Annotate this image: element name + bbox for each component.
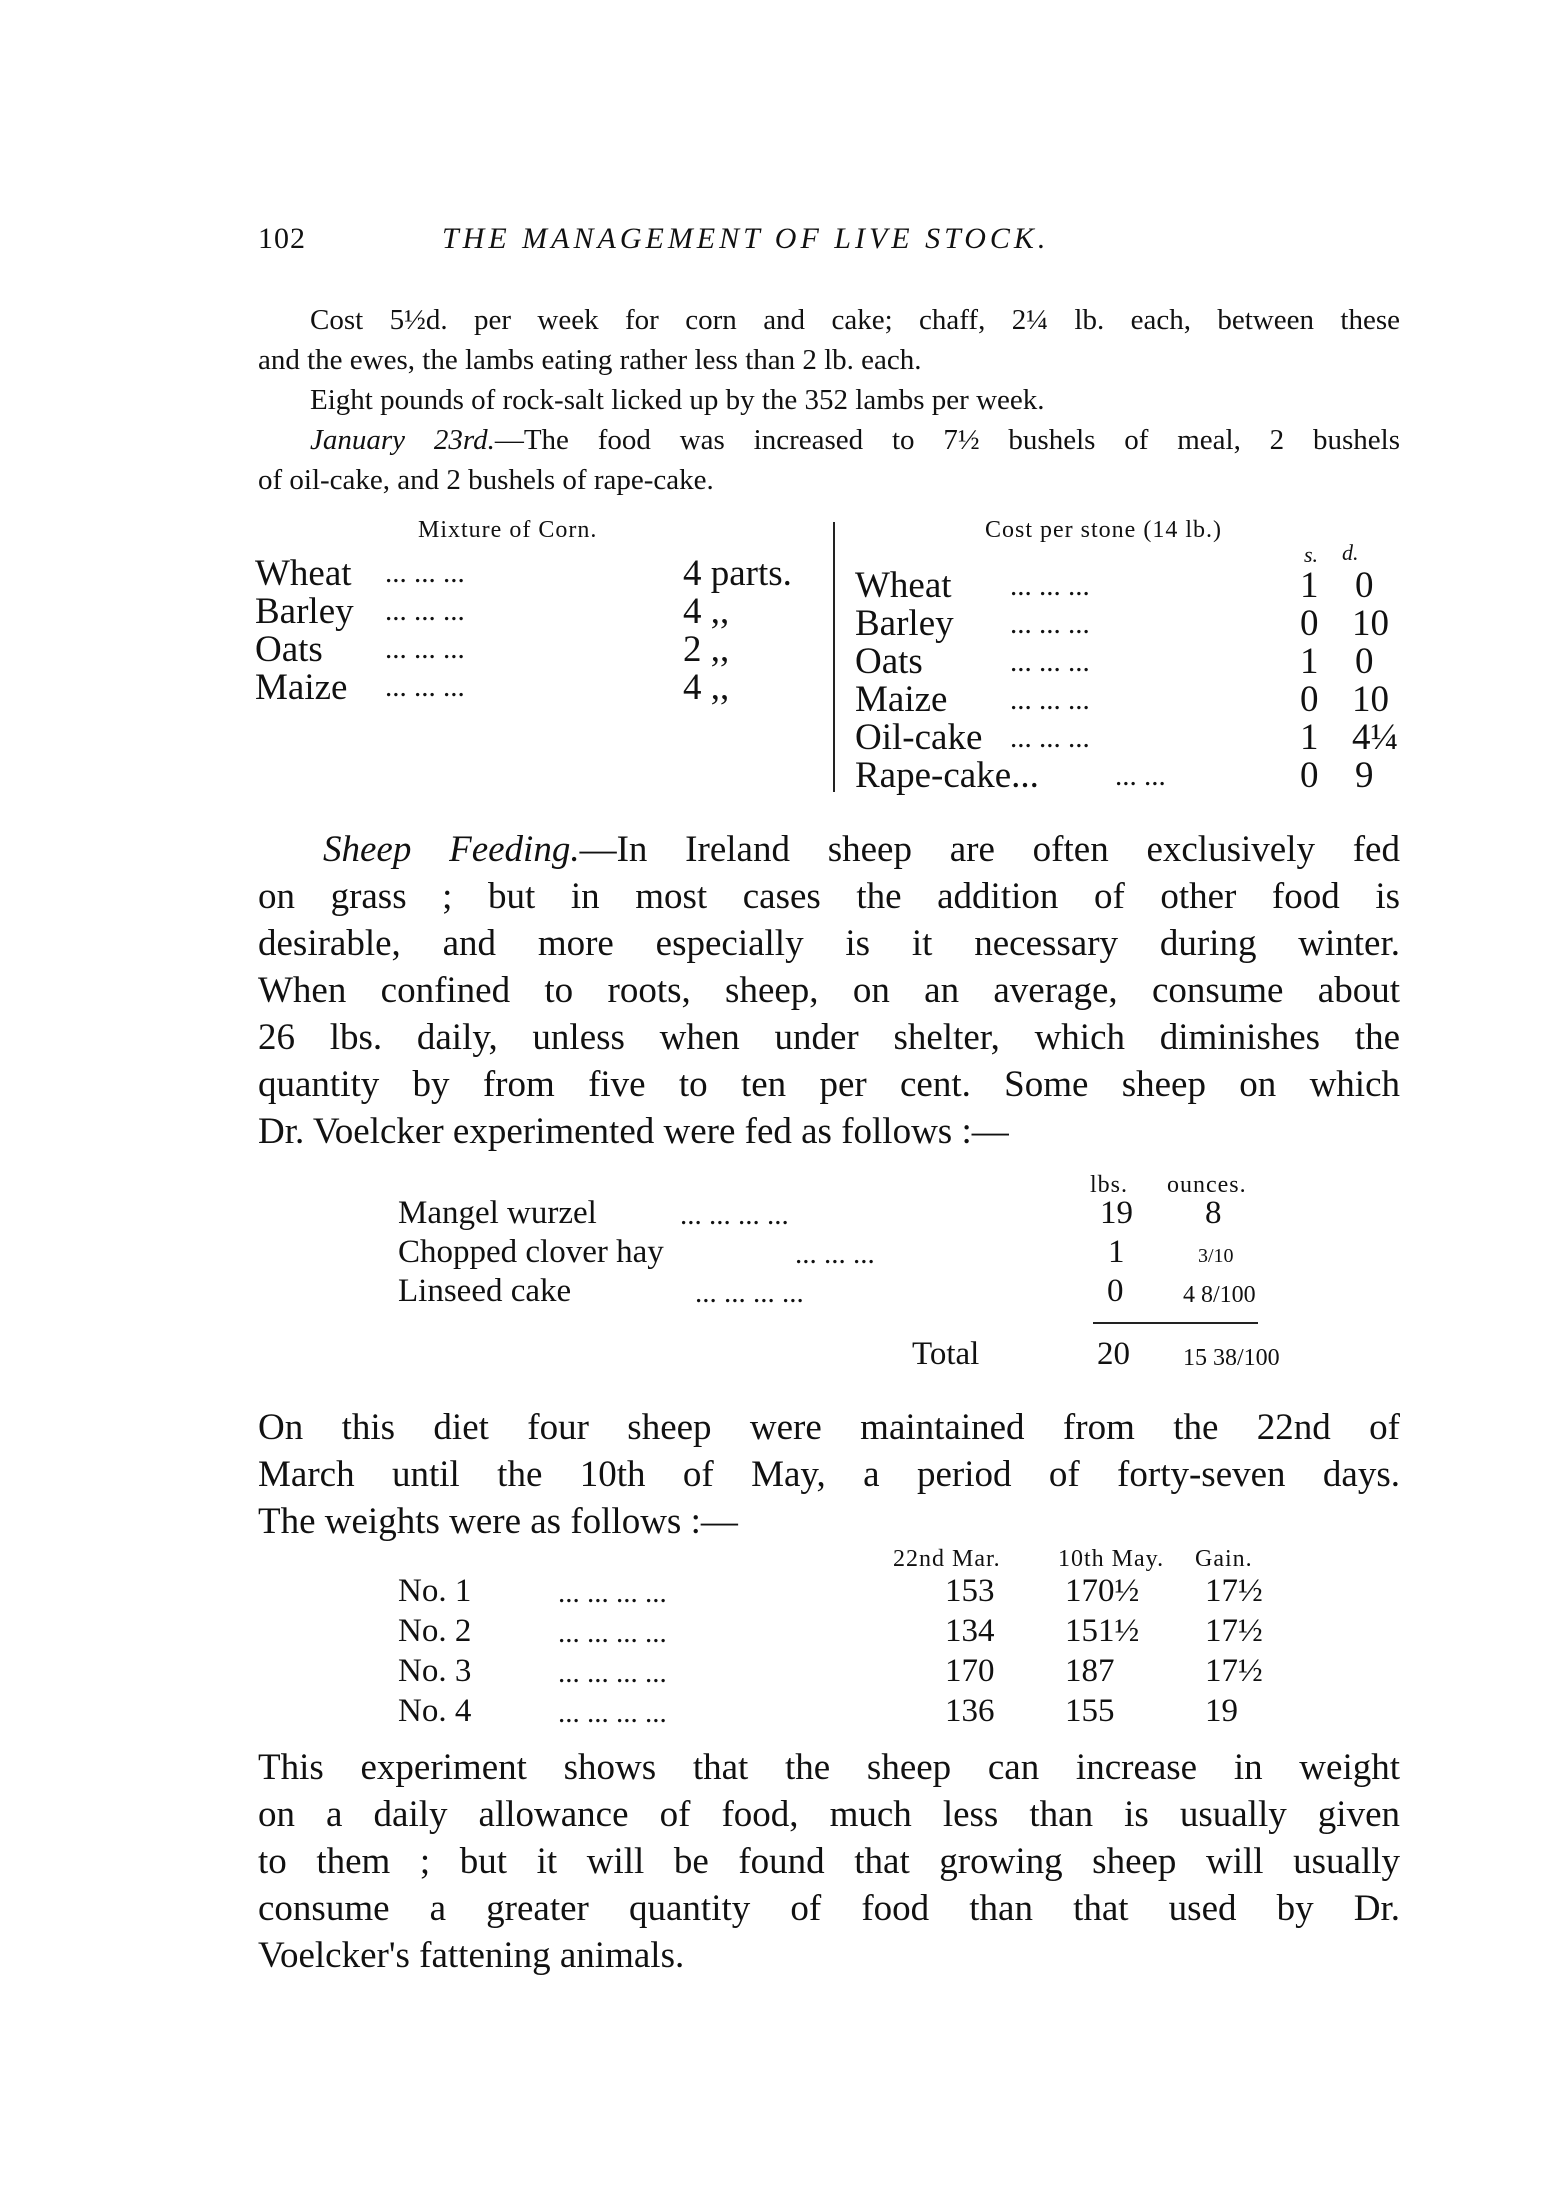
cost-item: Oil-cake [855,717,983,758]
weights-gain: 17½ [1205,1653,1263,1689]
cost-item: Barley [855,603,954,644]
weights-mar: 170 [945,1653,995,1689]
cost-dots: ... ... ... [1010,722,1090,754]
intro-paragraph [258,300,1400,500]
diet-para-line: On this diet four sheep were maintained from the 22nd of [258,1407,1400,1448]
table-divider [833,522,835,792]
cost-d: 10 [1352,603,1389,644]
weights-item: No. 3 [398,1653,472,1689]
sheep-feeding-line: Dr. Voelcker experimented were fed as follows :— [258,1111,1009,1152]
mixture-dots: ... ... ... [385,595,465,627]
diet-lbs: 19 [1100,1195,1133,1231]
cost-dots: ... ... [1115,760,1166,792]
cost-item: Wheat [855,565,952,606]
diet-col-ounces: ounces. [1167,1172,1247,1198]
cost-d: 9 [1355,755,1374,796]
diet-col-lbs: lbs. [1090,1172,1129,1198]
weights-may: 151½ [1065,1613,1140,1649]
mixture-value: 2 ,, [683,629,730,670]
mixture-item: Barley [255,591,354,632]
intro-line: Cost 5½d. per week for corn and cake; chaff, 2¼ lb. each, between these [310,304,1400,336]
diet-paragraph [258,1404,1400,1545]
running-title: THE MANAGEMENT OF LIVE STOCK. [442,222,1050,255]
cost-d: 0 [1355,565,1374,606]
mixture-value: 4 ,, [683,591,730,632]
mixture-item: Maize [255,667,348,708]
cost-item: Maize [855,679,948,720]
sheep-feeding-text: —In Ireland sheep are often exclusively fed [579,829,1400,870]
diet-item: Chopped clover hay [398,1234,664,1270]
cost-s: 1 [1300,717,1319,758]
cost-s: 1 [1300,565,1319,606]
sheep-feeding-title: Sheep Feeding. [323,829,580,870]
diet-dots: ... ... ... [795,1238,875,1270]
intro-food-text: —The food was increased to 7½ bushels of meal, 2 bushels [494,424,1400,456]
weights-gain: 17½ [1205,1573,1263,1609]
cost-d: 10 [1352,679,1389,720]
cost-unit-s: s. [1304,542,1319,567]
cost-s: 0 [1300,755,1319,796]
weights-dots: ... ... ... ... [558,1697,667,1729]
weights-mar: 136 [945,1693,995,1729]
mixture-item: Oats [255,629,323,670]
intro-line: of oil-cake, and 2 bushels of rape-cake. [258,464,714,496]
diet-total-label: Total [912,1336,980,1372]
cost-dots: ... ... ... [1010,646,1090,678]
diet-total-ounces: 15 38/100 [1183,1345,1280,1371]
conclusion-paragraph [258,1744,1400,1979]
weights-dots: ... ... ... ... [558,1577,667,1609]
weights-dots: ... ... ... ... [558,1657,667,1689]
conclusion-line: to them ; but it will be found that growing sheep will usually [258,1841,1400,1882]
cost-item: Rape-cake... [855,755,1039,796]
mixture-dots: ... ... ... [385,557,465,589]
weights-gain: 19 [1205,1693,1238,1729]
mixture-heading: Mixture of Corn. [418,517,598,543]
cost-heading: Cost per stone (14 lb.) [985,517,1222,543]
conclusion-line: on a daily allowance of food, much less than is usually given [258,1794,1400,1835]
intro-date-line [258,420,1400,460]
diet-ounces: 4 8/100 [1183,1282,1256,1308]
diet-item: Mangel wurzel [398,1195,597,1231]
weights-gain: 17½ [1205,1613,1263,1649]
cost-s: 0 [1300,603,1319,644]
diet-dots: ... ... ... ... [695,1277,804,1309]
weights-col-may: 10th May. [1058,1546,1165,1572]
mixture-value: 4 parts. [683,553,792,594]
diet-ounces: 8 [1205,1195,1222,1231]
weights-may: 155 [1065,1693,1115,1729]
conclusion-line: consume a greater quantity of food than that used by Dr. [258,1888,1400,1929]
cost-s: 1 [1300,641,1319,682]
diet-dots: ... ... ... ... [680,1199,789,1231]
cost-unit-d: d. [1342,540,1359,565]
diet-item: Linseed cake [398,1273,572,1309]
diet-para-line: March until the 10th of May, a period of forty-seven days. [258,1454,1400,1495]
weights-may: 170½ [1065,1573,1140,1609]
weights-may: 187 [1065,1653,1115,1689]
sheep-feeding-line: When confined to roots, sheep, on an average, consume about [258,970,1400,1011]
page-number: 102 [258,222,306,255]
sheep-feeding-line: desirable, and more especially is it necessary during winter. [258,923,1400,964]
diet-lbs: 1 [1108,1234,1125,1270]
weights-item: No. 1 [398,1573,472,1609]
weights-col-gain: Gain. [1195,1546,1253,1572]
diet-lbs: 0 [1107,1273,1124,1309]
cost-d: 4¼ [1352,717,1399,758]
conclusion-line: Voelcker's fattening animals. [258,1935,685,1976]
diet-para-line: The weights were as follows :— [258,1501,738,1542]
weights-mar: 134 [945,1613,995,1649]
cost-dots: ... ... ... [1010,684,1090,716]
mixture-dots: ... ... ... [385,671,465,703]
cost-s: 0 [1300,679,1319,720]
sheep-feeding-paragraph [258,826,1400,1155]
intro-line: and the ewes, the lambs eating rather less than 2 lb. each. [258,344,922,376]
sheep-feeding-line: quantity by from five to ten per cent. Some sheep on which [258,1064,1400,1105]
cost-dots: ... ... ... [1010,570,1090,602]
diet-ounces: 3/10 [1198,1245,1234,1267]
conclusion-line: This experiment shows that the sheep can increase in weight [258,1747,1400,1788]
cost-d: 0 [1355,641,1374,682]
sheep-feeding-line: on grass ; but in most cases the addition of other food is [258,876,1400,917]
intro-date: January 23rd. [310,424,495,456]
weights-col-mar: 22nd Mar. [893,1546,1001,1572]
diet-total-lbs: 20 [1097,1336,1130,1372]
mixture-value: 4 ,, [683,667,730,708]
weights-dots: ... ... ... ... [558,1617,667,1649]
total-rule [1093,1322,1258,1324]
mixture-item: Wheat [255,553,352,594]
intro-line: Eight pounds of rock-salt licked up by the 352 lambs per week. [310,384,1045,416]
sheep-feeding-first-line [258,826,1400,873]
weights-mar: 153 [945,1573,995,1609]
weights-item: No. 2 [398,1613,472,1649]
cost-item: Oats [855,641,923,682]
cost-dots: ... ... ... [1010,608,1090,640]
weights-item: No. 4 [398,1693,472,1729]
sheep-feeding-line: 26 lbs. daily, unless when under shelter, which diminishes the [258,1017,1400,1058]
mixture-dots: ... ... ... [385,633,465,665]
